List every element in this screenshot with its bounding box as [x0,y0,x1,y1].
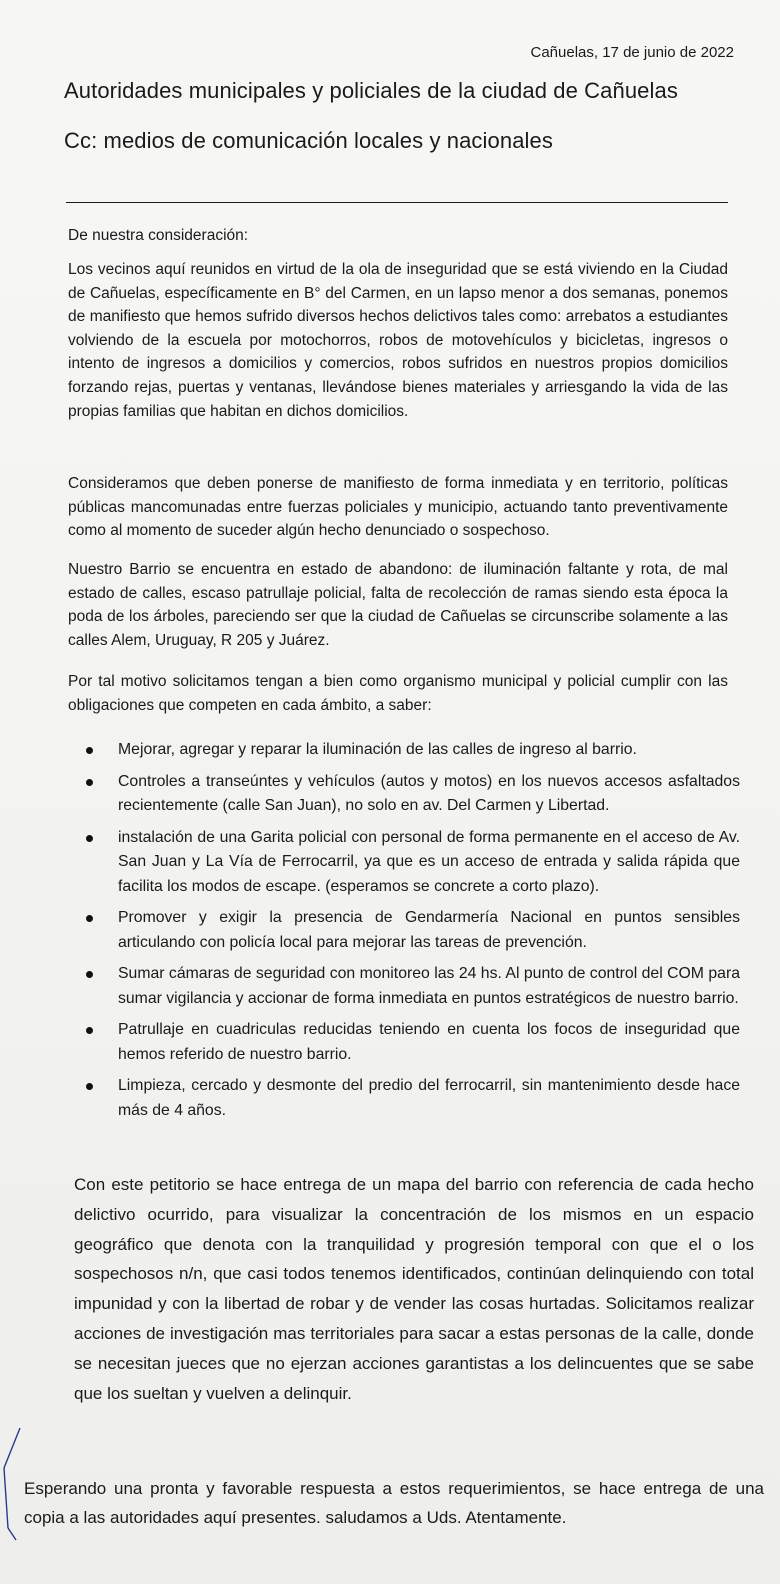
list-item [80,962,740,1011]
bullet-icon [86,779,93,786]
separator-line [66,202,728,203]
list-item-text: Mejorar, agregar y reparar la iluminación de las calles de ingreso al barrio. [118,741,637,758]
list-item-text: Sumar cámaras de seguridad con monitoreo las 24 hs. Al punto de control del COM para sumar vigilancia y accionar de forma inmediata en puntos estratégicos de nuestro barrio. [118,965,740,1007]
list-item [80,770,740,819]
paragraph-map-delivery: Con este petitorio se hace entrega de un mapa del barrio con referencia de cada hecho delictivo ocurrido, para visualizar la concentración de los mismos en un espacio geográfico que denota con la tranquilidad y progresión temporal con que el o los sospechosos n/n, que casi todos tenemos identificados, continúan delinquiendo con total impunidad y con la libertad de robar y de vender las cosas hurtadas. Solicitamos realizar acciones de investigación mas territoriales para sacar a estas personas de la calle, donde se necesitan jueces que no ejerzan acciones garantistas a los delincuentes que se sabe que los sueltan y vuelven a delinquir. [74,1175,754,1403]
paragraph-incidents: Los vecinos aquí reunidos en virtud de la ola de inseguridad que se está viviendo en la Ciudad de Cañuelas, específicamente en B° del Carmen, en un lapso menor a dos semanas, ponemos de manifiesto que hemos sufrido diversos hechos delictivos tales como: arrebatos a estudiantes volviendo de la escuela por motochorros, robos de motovehículos y bicicletas, ingresos o intento de ingresos a domicilios y comercios, robos sufridos en nuestros propios domicilios forzando rejas, puertas y ventanas, llevándose bienes materiales y arriesgando la vida de las propias familias que habitan en dichos domicilios. [68,261,728,420]
bullet-icon [86,971,93,978]
list-item [80,906,740,955]
list-item-text: Limpieza, cercado y desmonte del predio del ferrocarril, sin mantenimiento desde hace más de 4 años. [118,1077,740,1119]
list-item [80,826,740,900]
cc-line: Cc: medios de comunicación locales y nacionales [64,128,553,153]
paragraph-public-policy: Consideramos que deben ponerse de manifiesto de forma inmediata y en territorio, políticas públicas mancomunadas entre fuerzas policiales y municipio, actuando tanto preventivamente como al momento de suceder algún hecho denunciado o sospechoso. [68,475,728,540]
list-item [80,1018,740,1067]
list-item-text: instalación de una Garita policial con personal de forma permanente en el acceso de Av. San Juan y La Vía de Ferrocarril, ya que es un acceso de entrada y salida rápida que facilita los modos de escape. (esperamos se concrete a corto plazo). [118,828,740,895]
paragraph-request-intro: Por tal motivo solicitamos tengan a bien como organismo municipal y policial cumplir con las obligaciones que competen en cada ámbito, a saber: [68,673,728,714]
list-item [80,738,740,763]
greeting: De nuestra consideración: [68,227,249,244]
date-line: Cañuelas, 17 de junio de 2022 [530,44,734,61]
bullet-icon [86,747,93,754]
list-item-text: Patrullaje en cuadriculas reducidas teniendo en cuenta los focos de inseguridad que hemos referido de nuestro barrio. [118,1021,740,1063]
list-item-text: Promover y exigir la presencia de Gendarmería Nacional en puntos sensibles articulando con policía local para mejorar las tareas de prevención. [118,909,740,951]
list-item-text: Controles a transeúntes y vehículos (autos y motos) en los nuevos accesos asfaltados recientemente (calle San Juan), no solo en av. Del Carmen y Libertad. [118,772,740,814]
bullet-icon [86,1027,93,1034]
bullet-icon [86,915,93,922]
requests-list [80,738,740,1130]
bullet-icon [86,835,93,842]
closing-paragraph: Esperando una pronta y favorable respuesta a estos requerimientos, se hace entrega de una copia a las autoridades aquí presentes. saludamos a Uds. Atentamente. [24,1479,764,1527]
list-item [80,1074,740,1123]
paragraph-neighborhood-state: Nuestro Barrio se encuentra en estado de abandono: de iluminación faltante y rota, de mal estado de calles, escaso patrullaje policial, falta de recolección de ramas siendo esta época la poda de los árboles, pareciendo ser que la ciudad de Cañuelas se circunscribe solamente a las calles Alem, Uruguay, R 205 y Juárez. [68,561,728,649]
bullet-icon [86,1083,93,1090]
addressee-line: Autoridades municipales y policiales de la ciudad de Cañuelas [64,78,678,103]
